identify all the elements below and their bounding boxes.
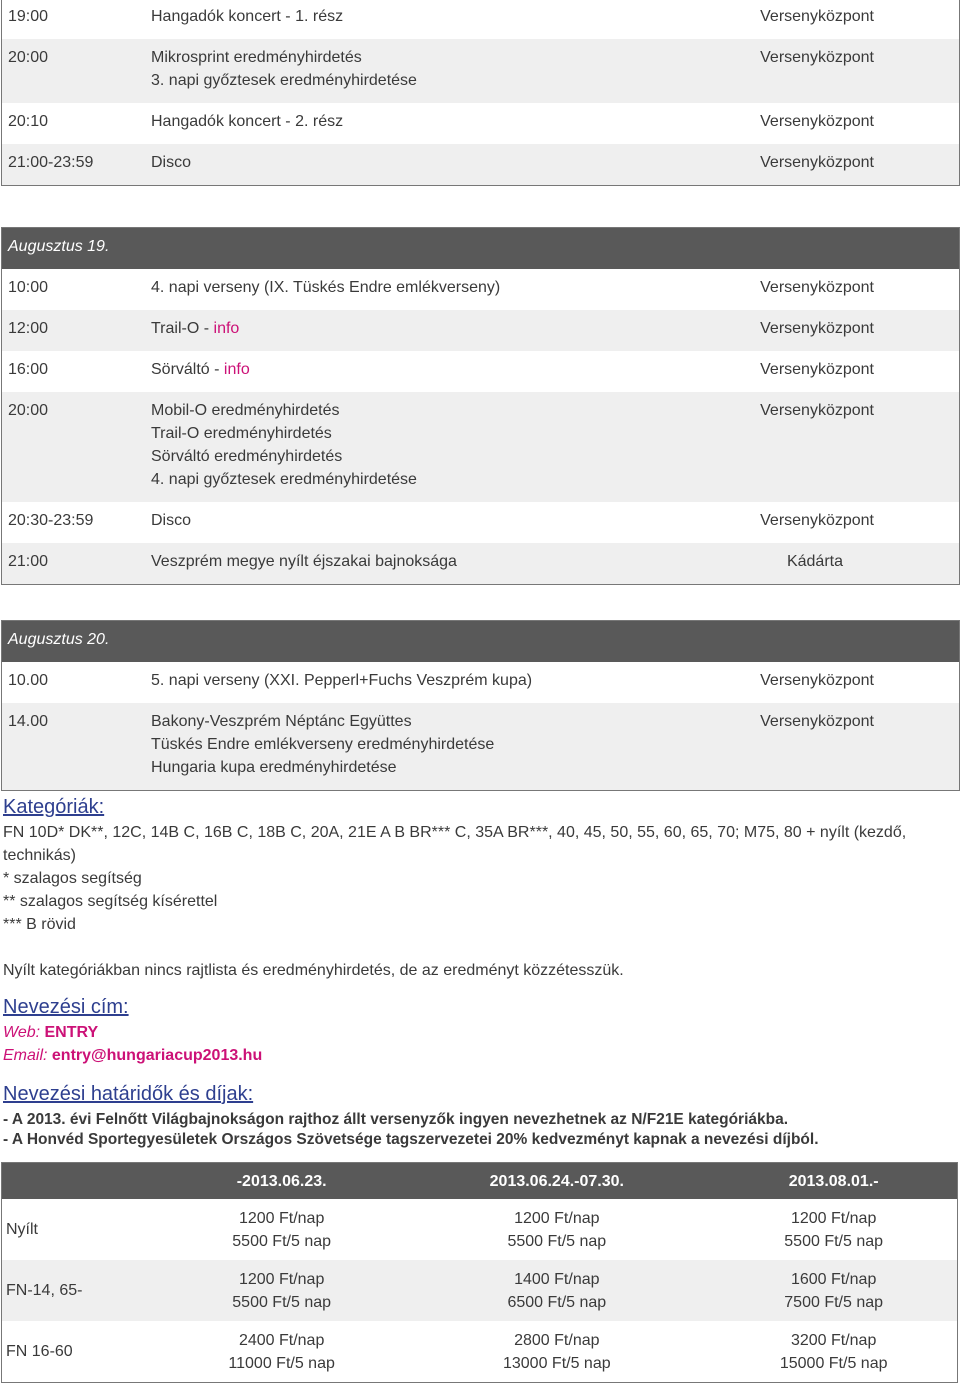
fee-cell [160,1199,403,1260]
categories-title: Kategóriák: [3,796,105,818]
table-row [2,269,959,310]
location-cell: Versenyközpont [760,512,874,529]
time-cell: 10.00 [8,672,49,689]
fee-cell [403,1260,710,1321]
day-header: Augusztus 20. [2,621,959,662]
event-line: Bakony-Veszprém Néptánc Együttes [151,713,412,730]
fee-line: 1200 Ft/nap [790,1209,877,1227]
event-line: Hungaria kupa eredményhirdetése [151,759,397,776]
fee-cell [403,1199,710,1260]
location-cell: Versenyközpont [760,154,874,171]
fees-table [1,1162,958,1383]
schedule-table-top [1,0,960,186]
location-cell: Versenyközpont [760,320,874,337]
category-list: FN 10D* DK**, 12C, 14B C, 16B C, 18B C, 20A, 21E A B BR*** C, 35A BR***, 40, 45, 50, 55, 60, 65, 70; M75, 80 + nyílt (kezdő, technikás) [3,824,907,864]
event-line: Tüskés Endre emlékverseny eredményhirdetése [151,736,495,753]
time-cell: 12:00 [8,320,49,337]
fee-note: - A Honvéd Sportegyesületek Országos Szövetsége tagszervezetei 20% kedvezményt kapnak a nevezési díjból. [3,1131,819,1148]
fee-line: 5500 Ft/5 nap [232,1232,332,1250]
row-label: FN-14, 65- [2,1260,161,1321]
category-note: ** szalagos segítség kísérettel [3,893,218,910]
table-header-row [2,1163,958,1200]
event-line: Trail-O eredményhirdetés [151,425,332,442]
info-link[interactable]: info [213,320,240,337]
location-cell: Versenyközpont [760,713,874,730]
day-header: Augusztus 19. [2,228,959,269]
fee-note: - A 2013. évi Felnőtt Világbajnokságon rajthoz állt versenyzők ingyen nevezhetnek az N/F21E kategóriákba. [3,1111,789,1128]
table-row [2,39,959,103]
event-line: 3. napi győztesek eredményhirdetése [151,72,417,89]
table-row [2,351,959,392]
time-cell: 14.00 [8,713,49,730]
email-line [3,1044,958,1067]
fee-line: 1600 Ft/nap [790,1270,877,1288]
event-line: Sörváltó eredményhirdetés [151,448,343,465]
location-cell: Versenyközpont [760,8,874,25]
email-label: Email: [3,1047,52,1064]
entry-link[interactable]: ENTRY [44,1024,99,1041]
fee-cell [710,1199,957,1260]
header-cell [2,1163,161,1200]
time-cell: 21:00 [8,553,49,570]
fee-cell [710,1260,957,1321]
fee-cell [160,1321,403,1383]
fee-line: 2800 Ft/nap [514,1331,600,1349]
email-link[interactable]: entry@hungariacup2013.hu [51,1047,263,1064]
fee-line: 11000 Ft/5 nap [228,1354,335,1372]
location-cell: Versenyközpont [760,402,874,419]
fee-line: 3200 Ft/nap [790,1331,877,1349]
event-line: 4. napi győztesek eredményhirdetése [151,471,417,488]
location-cell: Versenyközpont [760,672,874,689]
event-cell: Disco [151,154,192,171]
schedule-table-aug20 [1,620,960,791]
fee-line: 13000 Ft/5 nap [502,1354,611,1372]
event-cell: 5. napi verseny (XXI. Pepperl+Fuchs Veszprém kupa) [151,672,533,689]
fee-line: 5500 Ft/5 nap [232,1293,332,1311]
web-label: Web: [3,1024,45,1041]
table-row [2,144,959,185]
fee-line: 1200 Ft/nap [238,1209,325,1227]
web-line [3,1021,958,1044]
open-category-note: Nyílt kategóriákban nincs rajtlista és eredményhirdetés, de az eredményt közzétesszük. [3,962,624,979]
fee-line: 5500 Ft/5 nap [507,1232,607,1250]
fee-line: 6500 Ft/5 nap [507,1293,607,1311]
table-row [2,392,959,502]
table-row [2,0,959,39]
location-cell: Versenyközpont [760,361,874,378]
schedule-table-aug19 [1,227,960,585]
category-note: * szalagos segítség [3,870,142,887]
fees-title: Nevezési határidők és díjak: [3,1083,254,1105]
event-line: Mobil-O eredményhirdetés [151,402,340,419]
table-row [2,103,959,144]
row-label: FN 16-60 [6,1343,73,1360]
location-cell: Versenyközpont [760,49,874,66]
time-cell: 10:00 [8,279,49,296]
fee-line: 15000 Ft/5 nap [779,1354,888,1372]
event-text: Trail-O - [151,320,214,337]
row-label: Nyílt [6,1221,38,1238]
table-row [2,543,959,584]
time-cell: 20:10 [8,113,49,130]
time-cell: 20:00 [8,402,49,419]
event-text: Sörváltó - [151,361,224,378]
time-cell: 19:00 [8,8,49,25]
fee-cell [403,1321,710,1383]
fee-line: 2400 Ft/nap [238,1331,325,1349]
fee-line: 1200 Ft/nap [238,1270,325,1288]
event-cell [151,358,571,381]
header-cell: -2013.06.23. [160,1163,403,1200]
event-cell [151,710,571,779]
info-link[interactable]: info [223,361,250,378]
fee-line: 1400 Ft/nap [514,1270,600,1288]
time-cell: 16:00 [8,361,49,378]
table-row [2,1199,958,1260]
event-line: Mikrosprint eredményhirdetés [151,49,362,66]
table-row [2,502,959,543]
event-cell: Veszprém megye nyílt éjszakai bajnoksága [151,553,457,570]
fee-cell [710,1321,957,1383]
fee-line: 7500 Ft/5 nap [784,1293,884,1311]
header-cell: 2013.06.24.-07.30. [403,1163,710,1200]
header-cell: 2013.08.01.- [710,1163,957,1200]
location-cell: Versenyközpont [760,113,874,130]
category-note: *** B rövid [3,916,76,933]
event-cell [151,399,571,491]
time-cell: 20:00 [8,49,49,66]
time-cell: 20:30-23:59 [8,512,94,529]
table-row [2,662,959,703]
event-cell: Hangadók koncert - 1. rész [151,8,344,25]
event-cell: Disco [151,512,192,529]
time-cell: 21:00-23:59 [8,154,94,171]
fee-line: 5500 Ft/5 nap [784,1232,884,1250]
event-cell [151,46,571,92]
event-cell: Hangadók koncert - 2. rész [151,113,344,130]
event-cell [151,317,571,340]
location-cell: Versenyközpont [760,279,874,296]
entry-title: Nevezési cím: [3,996,129,1018]
table-row [2,310,959,351]
event-cell: 4. napi verseny (IX. Tüskés Endre emlékverseny) [151,279,501,296]
table-row [2,703,959,790]
fee-cell [160,1260,403,1321]
fee-line: 1200 Ft/nap [514,1209,600,1227]
table-row [2,1260,958,1321]
location-cell: Kádárta [786,553,843,570]
table-row [2,1321,958,1383]
